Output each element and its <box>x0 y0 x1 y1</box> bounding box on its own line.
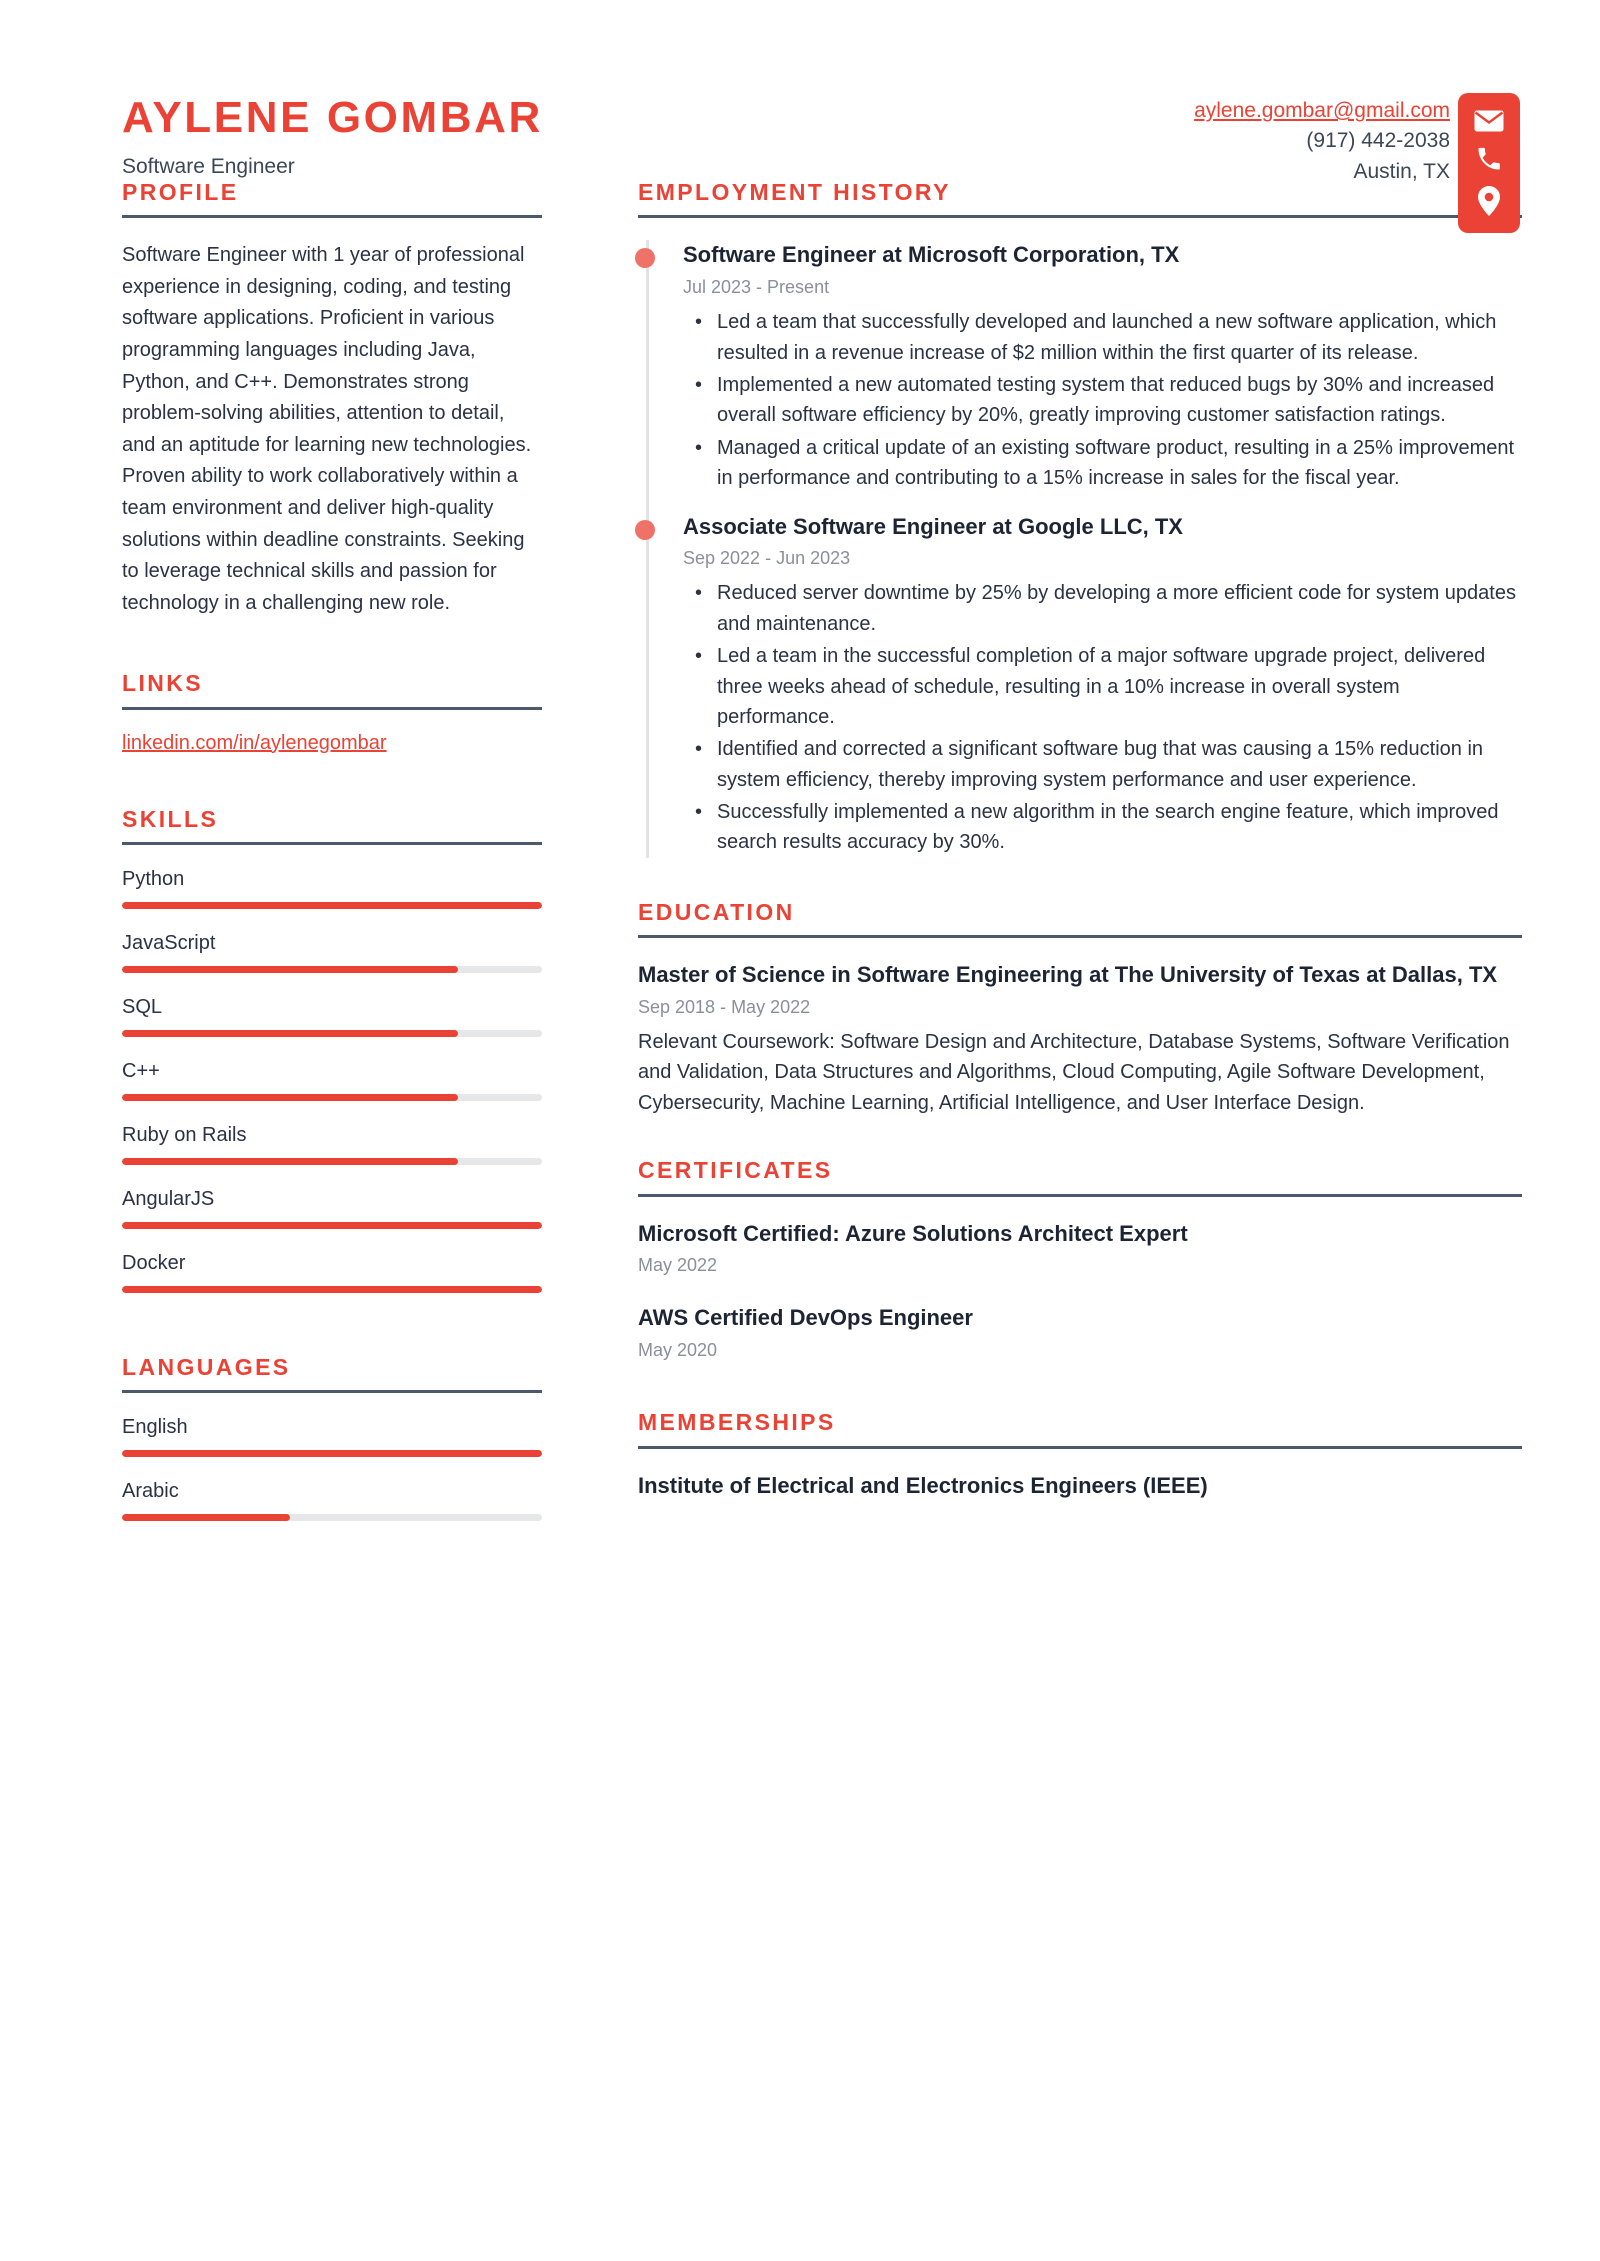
contact-phone: (917) 442-2038 <box>1306 129 1450 153</box>
section-divider <box>638 215 1522 218</box>
education-entry <box>638 960 1522 1118</box>
skill-level-track <box>122 902 542 909</box>
certificate-entry <box>638 1219 1522 1278</box>
education-title: Master of Science in Software Engineering at The University of Texas at Dallas, TX <box>638 962 1498 988</box>
section-heading-skills: SKILLS <box>122 805 219 832</box>
skill-level-track <box>122 1094 542 1101</box>
section-heading-education: EDUCATION <box>638 898 795 925</box>
section-heading-certificates: CERTIFICATES <box>638 1157 833 1184</box>
spacer <box>122 619 542 671</box>
section-heading-links: LINKS <box>122 670 203 697</box>
employment-bullet: • Successfully implemented a new algorithm in the search engine feature, which improved search results accuracy by 30%. <box>717 797 1522 858</box>
spacer <box>122 755 542 807</box>
employment-timeline <box>646 240 1522 858</box>
membership-title: Institute of Electrical and Electronics Engineers (IEEE) <box>638 1472 1208 1498</box>
language-level-fill <box>122 1514 290 1521</box>
profile-text: Software Engineer with 1 year of professional experience in designing, coding, and testing software applications. Proficient in various programming languages including Java, Python, and C++. Demonstrates strong problem-solving abilities, attention to detail, and an aptitude for learning new technologies. Proven ability to work collaboratively within a team environment and deliver high-quality solutions within deadline constraints. Seeking to leverage technical skills and passion for technology in a challenging new role. <box>122 244 532 614</box>
employment-bullet-list <box>683 307 1522 493</box>
certificate-title: Microsoft Certified: Azure Solutions Architect Expert <box>638 1220 1188 1246</box>
skill-level-track <box>122 1286 542 1293</box>
phone-icon <box>1475 145 1503 173</box>
employment-entry <box>683 512 1522 858</box>
employment-bullet: • Led a team in the successful completion of a major software upgrade project, delivered three weeks ahead of schedule, resulting in a 10% increase in overall system performance. <box>717 641 1522 732</box>
employment-bullet-list <box>683 578 1522 858</box>
skill-item <box>122 995 542 1037</box>
spacer <box>638 1370 1522 1410</box>
employment-title: Software Engineer at Microsoft Corporation, TX <box>683 242 1180 268</box>
skill-item <box>122 1123 542 1165</box>
skills-list <box>122 867 542 1293</box>
employment-bullet: • Identified and corrected a significant software bug that was causing a 15% reduction in system efficiency, thereby improving system performance and user experience. <box>717 734 1522 795</box>
main-column <box>542 180 1600 1500</box>
section-heading-profile: PROFILE <box>122 179 239 205</box>
section-divider <box>638 1194 1522 1197</box>
section-divider <box>122 1390 542 1393</box>
section-heading-languages: LANGUAGES <box>122 1354 291 1381</box>
section-languages <box>122 1355 542 1521</box>
skill-level-fill <box>122 1286 542 1293</box>
section-education <box>638 900 1522 1118</box>
language-label: English <box>122 1416 188 1439</box>
education-description: Relevant Coursework: Software Design and Architecture, Database Systems, Software Verification and Validation, Data Structures and Algorithms, Cloud Computing, Agile Software Development, Cybersecurity, Machine Learning, Artificial Intelligence, and User Interface Design. <box>638 1031 1510 1114</box>
skill-level-fill <box>122 1030 458 1037</box>
skill-label: C++ <box>122 1060 160 1083</box>
employment-entry <box>683 240 1522 493</box>
section-divider <box>638 1446 1522 1449</box>
spacer <box>638 860 1522 900</box>
languages-list <box>122 1415 542 1521</box>
section-profile <box>122 180 542 619</box>
skill-level-track <box>122 966 542 973</box>
language-level-fill <box>122 1450 542 1457</box>
location-pin-icon <box>1477 186 1501 216</box>
employment-title: Associate Software Engineer at Google LLC, TX <box>683 513 1183 539</box>
section-divider <box>638 935 1522 938</box>
skill-level-fill <box>122 1222 542 1229</box>
skill-label: SQL <box>122 996 163 1019</box>
link-linkedin[interactable]: linkedin.com/in/aylenegombar <box>122 731 387 754</box>
timeline-dot-icon <box>635 248 655 268</box>
skill-level-fill <box>122 1158 458 1165</box>
timeline-dot-icon <box>635 520 655 540</box>
language-item <box>122 1415 542 1457</box>
section-divider <box>122 707 542 710</box>
section-heading-employment: EMPLOYMENT HISTORY <box>638 179 951 205</box>
certificate-entry <box>638 1303 1522 1362</box>
skill-item <box>122 1187 542 1229</box>
education-list <box>638 960 1522 1118</box>
skill-level-track <box>122 1158 542 1165</box>
skill-label: JavaScript <box>122 932 216 955</box>
spacer <box>122 1315 542 1355</box>
section-divider <box>122 842 542 845</box>
skill-label: Ruby on Rails <box>122 1124 247 1147</box>
job-title: Software Engineer <box>122 155 295 178</box>
contact-block <box>1194 96 1450 187</box>
skill-item <box>122 1251 542 1293</box>
skill-level-track <box>122 1030 542 1037</box>
section-skills <box>122 807 542 1293</box>
page-title: AYLENE GOMBAR <box>122 93 543 142</box>
employment-bullet: • Managed a critical update of an existing software product, resulting in a 25% improvement in performance and contributing to a 15% increase in sales for the fiscal year. <box>717 433 1522 494</box>
section-employment <box>638 180 1522 858</box>
certificate-date: May 2022 <box>638 1254 718 1275</box>
section-divider <box>122 215 542 218</box>
section-certificates <box>638 1158 1522 1362</box>
skill-item <box>122 931 542 973</box>
language-item <box>122 1479 542 1521</box>
certificates-list <box>638 1219 1522 1363</box>
employment-bullet: • Implemented a new automated testing system that reduced bugs by 30% and increased overall software efficiency by 20%, greatly improving customer satisfaction ratings. <box>717 370 1522 431</box>
certificate-date: May 2020 <box>638 1339 718 1360</box>
contact-icon-bar <box>1458 93 1520 233</box>
language-label: Arabic <box>122 1480 179 1503</box>
employment-date: Sep 2022 - Jun 2023 <box>683 547 851 568</box>
memberships-list <box>638 1471 1522 1500</box>
language-level-track <box>122 1514 542 1521</box>
contact-location: Austin, TX <box>1353 159 1450 183</box>
employment-date: Jul 2023 - Present <box>683 276 830 297</box>
skill-item <box>122 1059 542 1101</box>
skill-label: Docker <box>122 1252 186 1275</box>
contact-email[interactable]: aylene.gombar@gmail.com <box>1194 99 1450 122</box>
spacer <box>638 1118 1522 1158</box>
skill-level-track <box>122 1222 542 1229</box>
envelope-icon <box>1474 110 1504 132</box>
skill-label: Python <box>122 868 185 891</box>
skill-level-fill <box>122 1094 458 1101</box>
skill-item <box>122 867 542 909</box>
language-level-track <box>122 1450 542 1457</box>
skill-label: AngularJS <box>122 1188 215 1211</box>
sidebar-column <box>0 180 542 1543</box>
education-date: Sep 2018 - May 2022 <box>638 996 811 1017</box>
employment-bullet: • Reduced server downtime by 25% by developing a more efficient code for system updates and maintenance. <box>717 578 1522 639</box>
certificate-title: AWS Certified DevOps Engineer <box>638 1305 973 1331</box>
resume-header <box>0 0 1600 183</box>
membership-entry <box>638 1471 1522 1500</box>
resume-body <box>0 180 1600 1543</box>
employment-bullet: • Led a team that successfully developed and launched a new software application, which resulted in a revenue increase of $2 million within the first quarter of its release. <box>717 307 1522 368</box>
section-heading-memberships: MEMBERSHIPS <box>638 1409 836 1436</box>
section-links <box>122 671 542 754</box>
name-block <box>122 93 543 179</box>
skill-level-fill <box>122 966 458 973</box>
section-memberships <box>638 1410 1522 1500</box>
skill-level-fill <box>122 902 542 909</box>
